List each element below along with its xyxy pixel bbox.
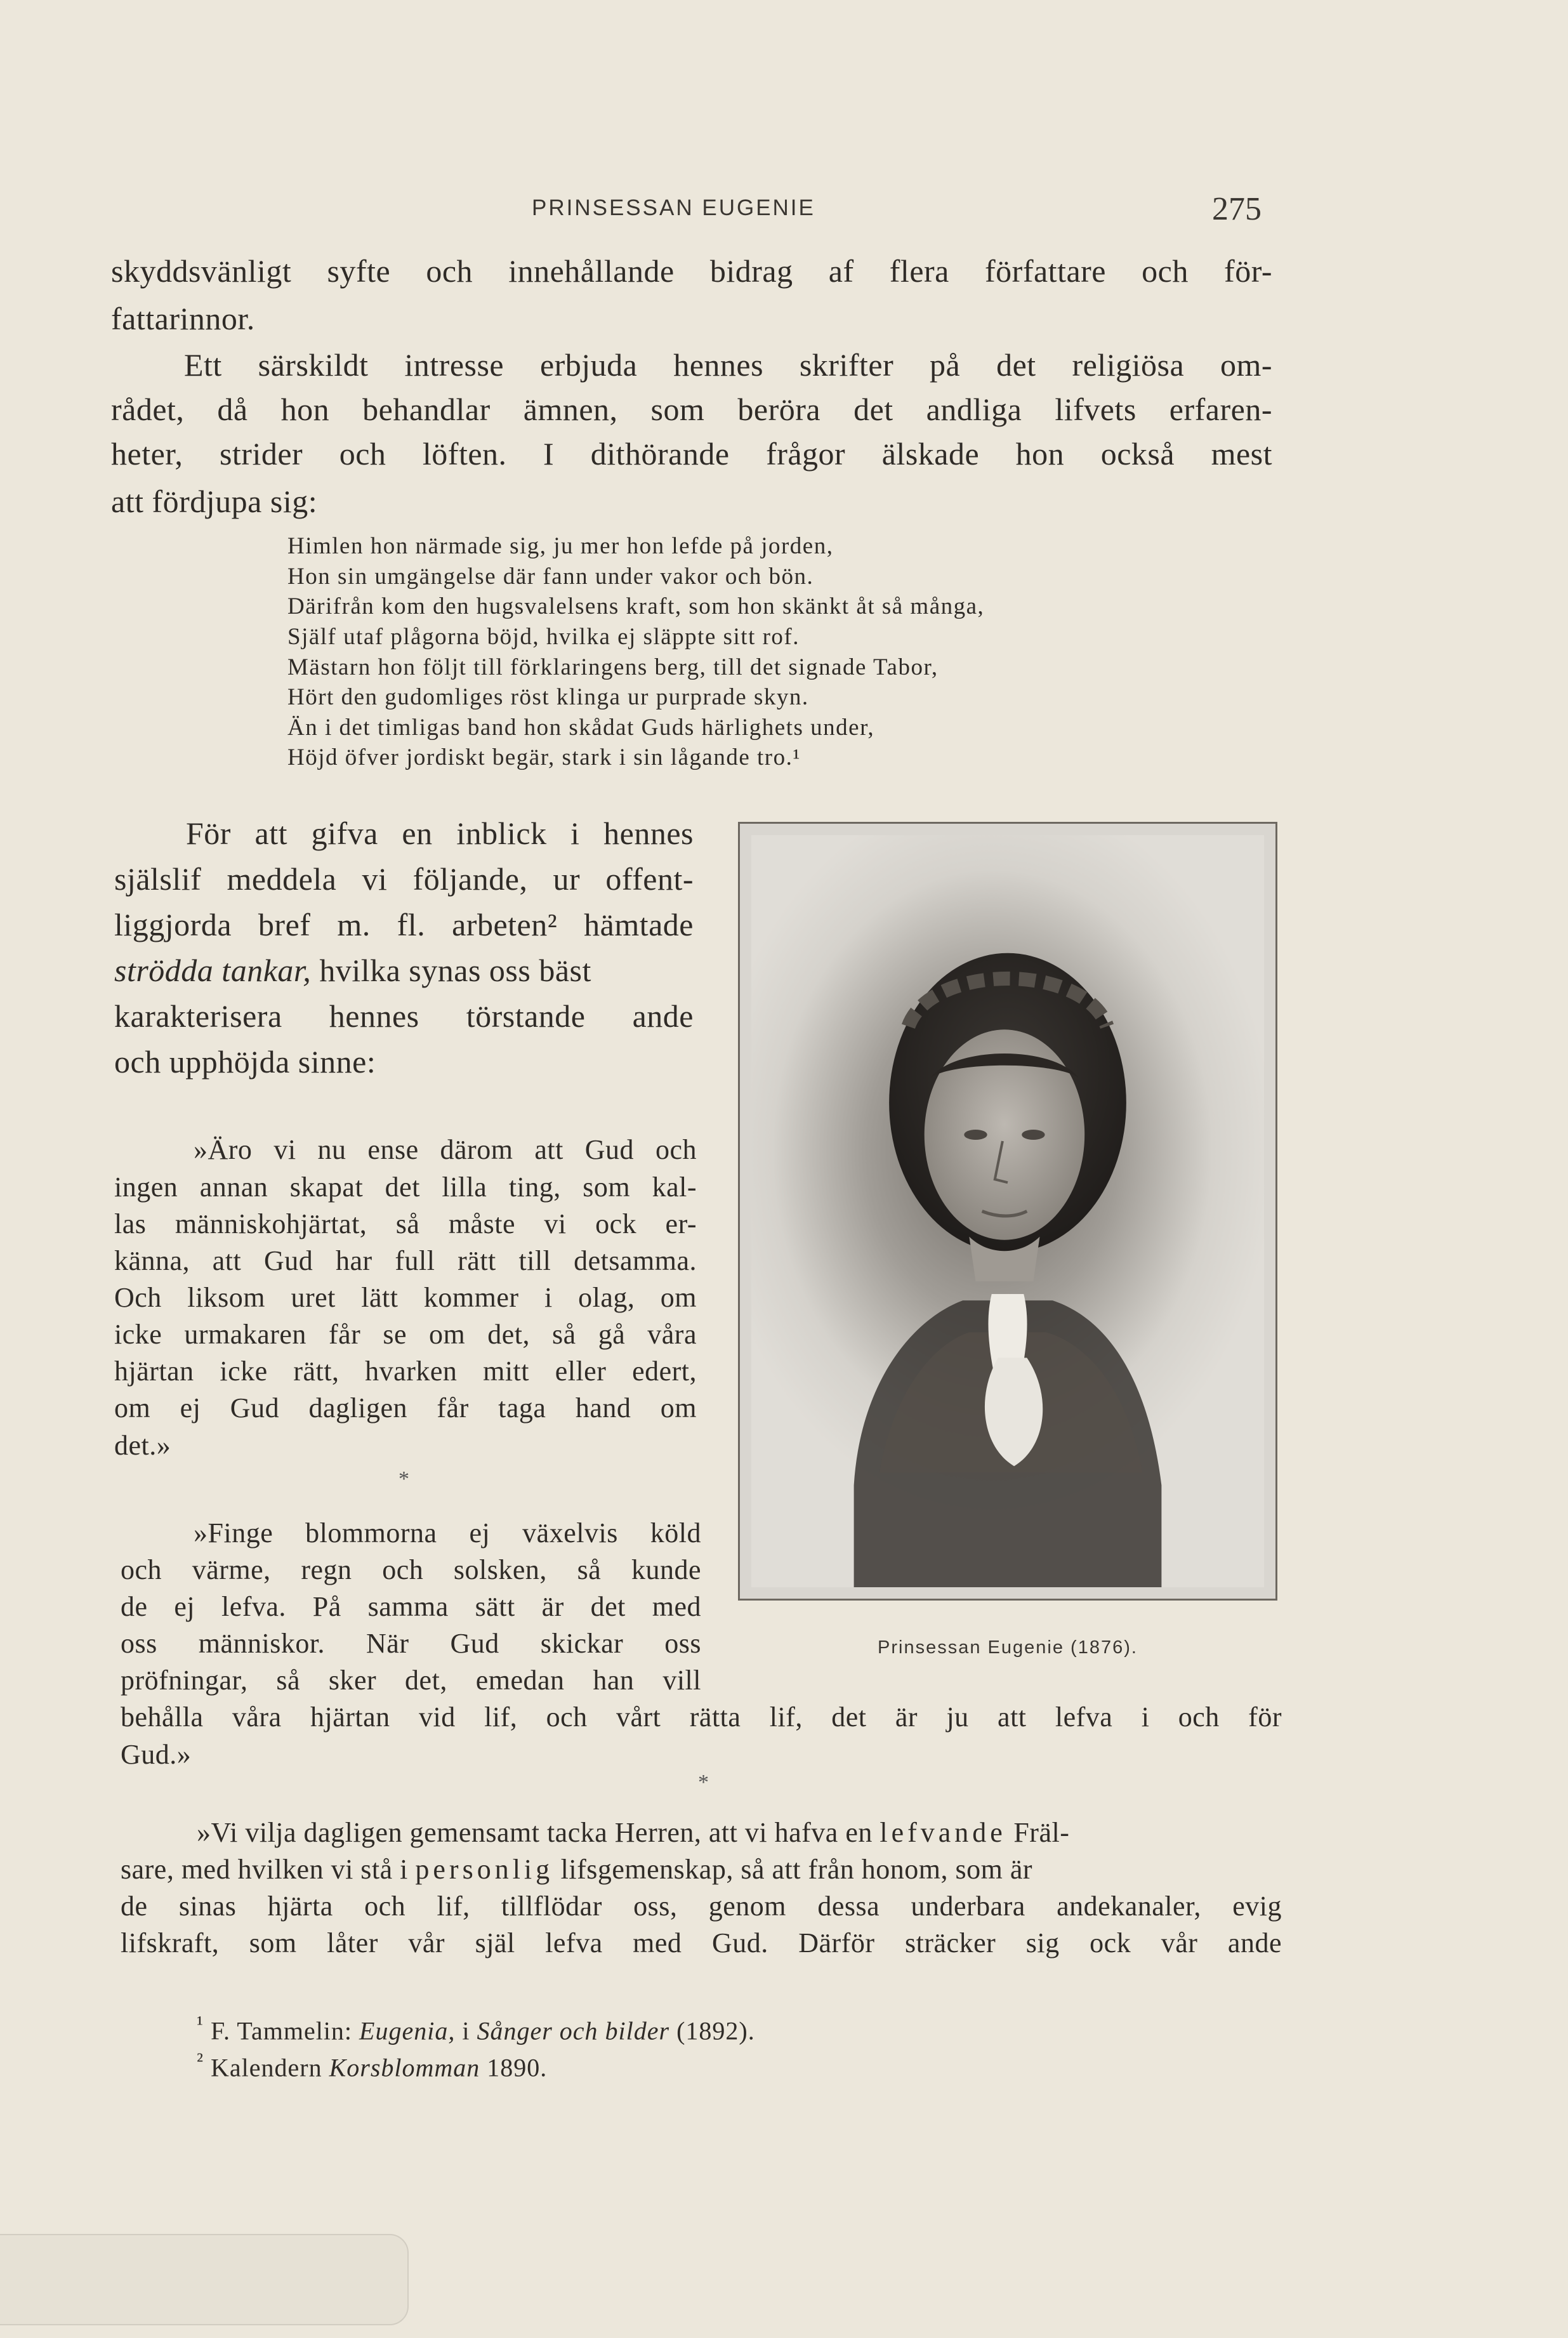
text-line: liggjorda bref m. fl. arbeten² hämtade bbox=[114, 907, 694, 942]
quote-line: om ej Gud dagligen får taga hand om bbox=[114, 1392, 697, 1423]
quote-line bbox=[121, 1856, 1032, 1884]
poem-line: Mästarn hon följt till förklaringens berg, till det signade Tabor, bbox=[287, 654, 939, 680]
quote-line: behålla våra hjärtan vid lif, och vårt rätta lif, det är ju att lefva i och för bbox=[121, 1701, 1282, 1733]
quote-line: känna, att Gud har full rätt till detsamma. bbox=[114, 1245, 697, 1276]
text-run: (1892). bbox=[669, 2016, 755, 2045]
quote-line: det.» bbox=[114, 1430, 171, 1461]
poem-line: Än i det timligas band hon skådat Guds härlighets under, bbox=[287, 715, 875, 741]
text-run: hvilka synas oss bäst bbox=[311, 953, 591, 988]
text-line: rådet, då hon behandlar ämnen, som beröra det andliga lifvets erfaren- bbox=[111, 392, 1272, 427]
text-run: 1890. bbox=[480, 2053, 548, 2082]
italic-phrase: strödda tankar, bbox=[114, 953, 312, 988]
text-line: och upphöjda sinne: bbox=[114, 1044, 376, 1080]
poem-line: Höjd öfver jordiskt begär, stark i sin lågande tro.¹ bbox=[287, 744, 801, 770]
portrait-image bbox=[751, 835, 1264, 1587]
text-run: i bbox=[455, 2016, 477, 2045]
text-line: karakterisera hennes törstande ande bbox=[114, 998, 694, 1034]
portrait-illustration bbox=[751, 835, 1264, 1587]
quote-line: Gud.» bbox=[121, 1739, 192, 1770]
spaced-emphasis: lefvande bbox=[880, 1817, 1006, 1848]
poem-line: Hon sin umgängelse där fann under vakor och bön. bbox=[287, 564, 814, 590]
photo-caption: Prinsessan Eugenie (1876). bbox=[878, 1637, 1138, 1658]
section-separator: * bbox=[698, 1771, 709, 1794]
text-run: »Vi vilja dagligen gemensamt tacka Herren, att vi hafva en bbox=[197, 1817, 880, 1848]
quote-line bbox=[197, 1819, 1069, 1847]
text-line: För att gifva en inblick i hennes bbox=[186, 816, 694, 851]
poem-line: Själf utaf plågorna böjd, hvilka ej släppte sitt rof. bbox=[287, 624, 800, 650]
italic-title: Korsblomman bbox=[329, 2053, 480, 2082]
page-number: 275 bbox=[1212, 191, 1262, 227]
text-line: skyddsvänligt syfte och innehållande bidrag af flera författare och för- bbox=[111, 253, 1272, 289]
quote-line: pröfningar, så sker det, emedan han vill bbox=[121, 1665, 701, 1696]
text-run: lifsgemenskap, så att från honom, som är bbox=[553, 1854, 1033, 1885]
footnote-marker: ² bbox=[197, 2049, 204, 2072]
footnote-marker: ¹ bbox=[197, 2012, 204, 2035]
text-run: F. Tammelin: bbox=[211, 2016, 360, 2045]
page-tab-mark bbox=[0, 2234, 409, 2325]
footnote-2 bbox=[197, 2050, 547, 2080]
text-run: Kalendern bbox=[211, 2053, 329, 2082]
text-line: Ett särskildt intresse erbjuda hennes skrifter på det religiösa om- bbox=[184, 347, 1272, 383]
quote-line: Och liksom uret lätt kommer i olag, om bbox=[114, 1282, 697, 1313]
text-line: att fördjupa sig: bbox=[111, 484, 318, 519]
quote-line: och värme, regn och solsken, så kunde bbox=[121, 1554, 701, 1585]
poem-line: Hört den gudomliges röst klinga ur purprade skyn. bbox=[287, 684, 809, 710]
poem-line: Därifrån kom den hugsvalelsens kraft, som hon skänkt åt så många, bbox=[287, 593, 985, 619]
quote-line: oss människor. När Gud skickar oss bbox=[121, 1628, 701, 1659]
poem-line: Himlen hon närmade sig, ju mer hon lefde på jorden, bbox=[287, 533, 834, 559]
quote-line: de sinas hjärta och lif, tillflödar oss, genom dessa underbara andekanaler, evig bbox=[121, 1891, 1282, 1922]
quote-line: ingen annan skapat det lilla ting, som kal- bbox=[114, 1172, 697, 1203]
italic-title: Eugenia, bbox=[359, 2016, 456, 2045]
italic-title: Sånger och bilder bbox=[477, 2016, 670, 2045]
quote-line: »Äro vi nu ense därom att Gud och bbox=[194, 1134, 697, 1165]
quote-line: hjärtan icke rätt, hvarken mitt eller edert, bbox=[114, 1356, 697, 1387]
running-title: PRINSESSAN EUGENIE bbox=[532, 195, 815, 220]
text-run: Fräl- bbox=[1006, 1817, 1070, 1848]
text-line bbox=[114, 954, 591, 986]
quote-line: »Finge blommorna ej växelvis köld bbox=[194, 1517, 701, 1549]
quote-line: de ej lefva. På samma sätt är det med bbox=[121, 1591, 701, 1622]
quote-line: icke urmakaren får se om det, så gå våra bbox=[114, 1319, 697, 1350]
spaced-emphasis: personlig bbox=[415, 1854, 554, 1885]
text-line: heter, strider och löften. I dithörande frågor älskade hon också mest bbox=[111, 436, 1272, 472]
footnote-1 bbox=[197, 2013, 755, 2044]
quote-line: las människohjärtat, så måste vi ock er- bbox=[114, 1208, 697, 1239]
text-line: fattarinnor. bbox=[111, 301, 255, 336]
portrait-photo bbox=[738, 822, 1277, 1601]
text-line: själslif meddela vi följande, ur offent- bbox=[114, 861, 694, 897]
page-header bbox=[0, 191, 1568, 234]
quote-line: lifskraft, som låter vår själ lefva med Gud. Därför sträcker sig ock vår ande bbox=[121, 1927, 1282, 1958]
text-run: sare, med hvilken vi stå i bbox=[121, 1854, 416, 1885]
section-separator: * bbox=[399, 1467, 409, 1491]
